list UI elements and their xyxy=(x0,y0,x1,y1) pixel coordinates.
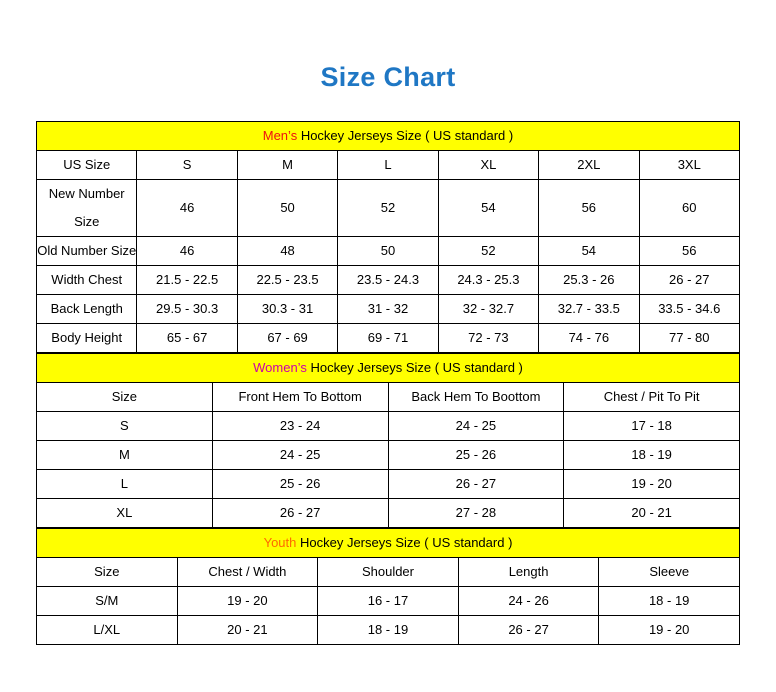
womens-header-cell: Chest / Pit To Pit xyxy=(564,383,740,412)
table-cell: 65 - 67 xyxy=(137,324,237,353)
mens-size-table xyxy=(36,121,740,353)
row-label: L/XL xyxy=(37,616,178,645)
table-cell: 18 - 19 xyxy=(564,441,740,470)
youth-band-title xyxy=(37,529,740,558)
table-row xyxy=(37,412,740,441)
row-label: Width Chest xyxy=(37,266,137,295)
mens-header-cell: 3XL xyxy=(639,151,739,180)
row-label: M xyxy=(37,441,213,470)
table-cell: 17 - 18 xyxy=(564,412,740,441)
table-cell: 46 xyxy=(137,180,237,237)
row-label: Back Length xyxy=(37,295,137,324)
table-row xyxy=(37,587,740,616)
youth-size-table xyxy=(36,528,740,645)
youth-header-cell: Size xyxy=(37,558,178,587)
youth-header-cell: Chest / Width xyxy=(177,558,318,587)
table-cell: 19 - 20 xyxy=(177,587,318,616)
mens-header-cell: XL xyxy=(438,151,538,180)
table-cell: 29.5 - 30.3 xyxy=(137,295,237,324)
table-cell: 46 xyxy=(137,237,237,266)
womens-band-accent: Women’s xyxy=(253,360,307,375)
table-cell: 26 - 27 xyxy=(458,616,599,645)
mens-header-cell: L xyxy=(338,151,438,180)
row-label: S xyxy=(37,412,213,441)
row-label: Body Height xyxy=(37,324,137,353)
womens-band-title xyxy=(37,354,740,383)
row-label: XL xyxy=(37,499,213,528)
table-cell: 18 - 19 xyxy=(318,616,459,645)
table-cell: 74 - 76 xyxy=(539,324,639,353)
womens-size-table xyxy=(36,353,740,528)
womens-header-cell: Size xyxy=(37,383,213,412)
mens-header-row xyxy=(37,151,740,180)
table-cell: 60 xyxy=(639,180,739,237)
table-cell: 27 - 28 xyxy=(388,499,564,528)
table-cell: 21.5 - 22.5 xyxy=(137,266,237,295)
mens-header-cell: US Size xyxy=(37,151,137,180)
table-cell: 32.7 - 33.5 xyxy=(539,295,639,324)
table-row xyxy=(37,295,740,324)
table-cell: 72 - 73 xyxy=(438,324,538,353)
table-row xyxy=(37,237,740,266)
table-cell: 26 - 27 xyxy=(639,266,739,295)
womens-header-cell: Back Hem To Boottom xyxy=(388,383,564,412)
table-cell: 23.5 - 24.3 xyxy=(338,266,438,295)
youth-header-cell: Length xyxy=(458,558,599,587)
row-label: S/M xyxy=(37,587,178,616)
mens-header-cell: M xyxy=(237,151,337,180)
table-cell: 25.3 - 26 xyxy=(539,266,639,295)
youth-header-cell: Sleeve xyxy=(599,558,740,587)
table-cell: 54 xyxy=(539,237,639,266)
table-cell: 30.3 - 31 xyxy=(237,295,337,324)
table-cell: 25 - 26 xyxy=(212,470,388,499)
table-row xyxy=(37,180,740,237)
table-cell: 26 - 27 xyxy=(212,499,388,528)
table-cell: 31 - 32 xyxy=(338,295,438,324)
row-label: New Number Size xyxy=(37,180,137,237)
table-cell: 26 - 27 xyxy=(388,470,564,499)
table-row xyxy=(37,499,740,528)
table-cell: 50 xyxy=(237,180,337,237)
table-cell: 48 xyxy=(237,237,337,266)
table-cell: 18 - 19 xyxy=(599,587,740,616)
youth-band-accent: Youth xyxy=(263,535,297,550)
table-cell: 56 xyxy=(539,180,639,237)
table-cell: 25 - 26 xyxy=(388,441,564,470)
table-cell: 54 xyxy=(438,180,538,237)
table-row xyxy=(37,266,740,295)
table-cell: 52 xyxy=(438,237,538,266)
page-title: Size Chart xyxy=(320,62,456,92)
table-cell: 19 - 20 xyxy=(564,470,740,499)
table-cell: 24 - 25 xyxy=(388,412,564,441)
womens-header-cell: Front Hem To Bottom xyxy=(212,383,388,412)
table-cell: 19 - 20 xyxy=(599,616,740,645)
table-cell: 67 - 69 xyxy=(237,324,337,353)
mens-band-accent: Men’s xyxy=(262,128,298,143)
mens-band-title xyxy=(37,122,740,151)
table-cell: 23 - 24 xyxy=(212,412,388,441)
size-chart-tables xyxy=(36,121,740,645)
youth-header-cell: Shoulder xyxy=(318,558,459,587)
table-cell: 20 - 21 xyxy=(177,616,318,645)
table-cell: 24 - 25 xyxy=(212,441,388,470)
row-label: L xyxy=(37,470,213,499)
table-cell: 24 - 26 xyxy=(458,587,599,616)
womens-header-row xyxy=(37,383,740,412)
table-row xyxy=(37,324,740,353)
table-cell: 52 xyxy=(338,180,438,237)
row-label: Old Number Size xyxy=(37,237,137,266)
table-cell: 20 - 21 xyxy=(564,499,740,528)
table-cell: 33.5 - 34.6 xyxy=(639,295,739,324)
youth-header-row xyxy=(37,558,740,587)
youth-band-row xyxy=(37,529,740,558)
womens-band-row xyxy=(37,354,740,383)
table-cell: 56 xyxy=(639,237,739,266)
table-cell: 50 xyxy=(338,237,438,266)
table-cell: 24.3 - 25.3 xyxy=(438,266,538,295)
table-cell: 69 - 71 xyxy=(338,324,438,353)
table-row xyxy=(37,616,740,645)
table-cell: 22.5 - 23.5 xyxy=(237,266,337,295)
youth-band-rest: Hockey Jerseys Size ( US standard ) xyxy=(296,535,513,550)
table-row xyxy=(37,470,740,499)
mens-header-cell: S xyxy=(137,151,237,180)
mens-band-row xyxy=(37,122,740,151)
table-cell: 77 - 80 xyxy=(639,324,739,353)
mens-band-rest: Hockey Jerseys Size ( US standard ) xyxy=(297,128,514,143)
table-cell: 16 - 17 xyxy=(318,587,459,616)
table-cell: 32 - 32.7 xyxy=(438,295,538,324)
mens-header-cell: 2XL xyxy=(539,151,639,180)
table-row xyxy=(37,441,740,470)
womens-band-rest: Hockey Jerseys Size ( US standard ) xyxy=(306,360,523,375)
